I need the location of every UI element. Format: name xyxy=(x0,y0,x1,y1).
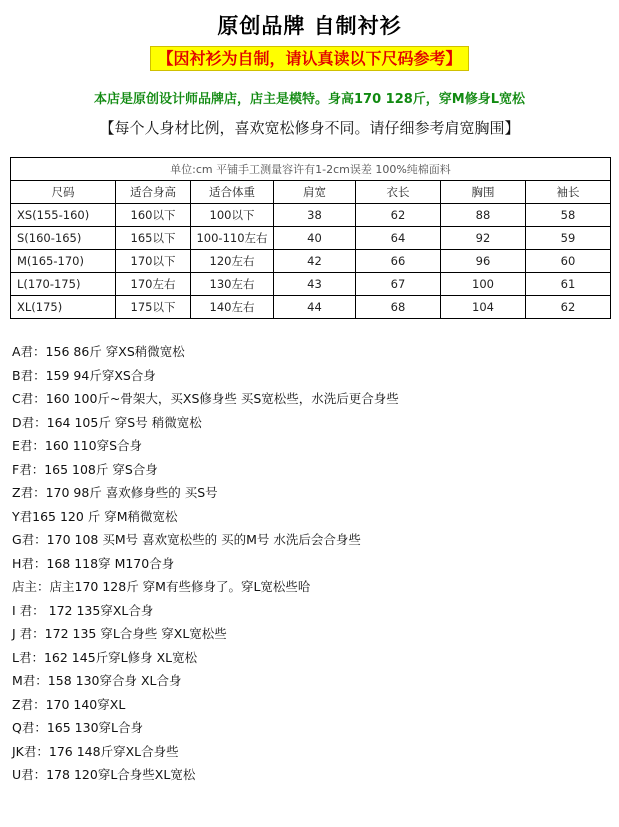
table-row xyxy=(11,250,611,273)
table-cell: 43 xyxy=(274,273,356,296)
feedback-line: H君：168 118穿 M170合身 xyxy=(12,555,175,571)
feedback-line: A君：156 86斤 穿XS稍微宽松 xyxy=(12,344,185,359)
feedback-line: E君：160 110穿S合身 xyxy=(12,438,143,453)
size-cell: XL(175) xyxy=(11,296,116,319)
feedback-line: C君：160 100斤~骨架大，买XS修身些 买S宽松些，水洗后更合身些 xyxy=(12,391,399,406)
table-cell: 42 xyxy=(274,250,356,273)
feedback-line: D君：164 105斤 穿S号 稍微宽松 xyxy=(12,414,202,430)
table-cell: 120左右 xyxy=(191,250,274,273)
table-cell: 58 xyxy=(526,204,611,227)
size-cell: S(160-165) xyxy=(11,227,116,250)
column-header: 适合身高 xyxy=(116,181,191,204)
table-cell: 130左右 xyxy=(191,273,274,296)
table-cell: 100-110左右 xyxy=(191,227,274,250)
feedback-line: Q君：165 130穿L合身 xyxy=(12,720,143,735)
table-cell: 62 xyxy=(356,204,441,227)
model-info: 本店是原创设计师品牌店，店主是模特。身高170 128斤，穿M修身L宽松 xyxy=(93,92,526,107)
table-header-row xyxy=(11,181,611,204)
table-cell: 59 xyxy=(526,227,611,250)
table-cell: 64 xyxy=(356,227,441,250)
table-row xyxy=(11,296,611,319)
table-cell: 170以下 xyxy=(116,250,191,273)
table-cell: 175以下 xyxy=(116,296,191,319)
feedback-line: Z君：170 98斤 喜欢修身些的 买S号 xyxy=(12,485,218,500)
table-row xyxy=(11,227,611,250)
feedback-line: U君：178 120穿L合身些XL宽松 xyxy=(12,767,196,782)
size-notice xyxy=(0,46,619,69)
table-cell: 170左右 xyxy=(116,273,191,296)
customer-feedback-list xyxy=(12,340,612,787)
table-cell: 160以下 xyxy=(116,204,191,227)
table-cell: 40 xyxy=(274,227,356,250)
feedback-line: J 君：172 135 穿L合身些 穿XL宽松些 xyxy=(12,626,227,641)
table-cell: 62 xyxy=(526,296,611,319)
unit-note-row xyxy=(11,158,611,181)
column-header: 肩宽 xyxy=(274,181,356,204)
table-cell: 88 xyxy=(441,204,526,227)
feedback-line: 店主：店主170 128斤 穿M有些修身了。穿L宽松些哈 xyxy=(12,579,311,594)
table-cell: 92 xyxy=(441,227,526,250)
table-cell: 60 xyxy=(526,250,611,273)
table-cell: 100 xyxy=(441,273,526,296)
table-cell: 96 xyxy=(441,250,526,273)
feedback-line: Y君165 120 斤 穿M稍微宽松 xyxy=(12,508,178,524)
feedback-line: M君：158 130穿合身 XL合身 xyxy=(12,673,182,688)
column-header: 尺码 xyxy=(11,181,116,204)
feedback-line: G君：170 108 买M号 喜欢宽松些的 买的M号 水洗后会合身些 xyxy=(12,532,361,547)
unit-note: 单位:cm 平铺手工测量容许有1-2cm误差 100%纯棉面料 xyxy=(11,158,611,181)
table-cell: 38 xyxy=(274,204,356,227)
column-header: 袖长 xyxy=(526,181,611,204)
column-header: 衣长 xyxy=(356,181,441,204)
size-cell: M(165-170) xyxy=(11,250,116,273)
table-cell: 140左右 xyxy=(191,296,274,319)
page-title: 原创品牌 自制衬衫 xyxy=(217,14,402,38)
table-row xyxy=(11,204,611,227)
column-header: 胸围 xyxy=(441,181,526,204)
column-header: 适合体重 xyxy=(191,181,274,204)
size-chart-table xyxy=(10,157,611,319)
size-notice-text: 【因衬衫为自制，请认真读以下尺码参考】 xyxy=(150,46,468,71)
table-cell: 67 xyxy=(356,273,441,296)
size-cell: XS(155-160) xyxy=(11,204,116,227)
feedback-line: Z君：170 140穿XL xyxy=(12,696,126,712)
feedback-line: JK君：176 148斤穿XL合身些 xyxy=(12,743,179,759)
fit-advice: 【每个人身材比例，喜欢宽松修身不同。请仔细参考肩宽胸围】 xyxy=(99,119,520,137)
table-cell: 165以下 xyxy=(116,227,191,250)
feedback-line: L君：162 145斤穿L修身 XL宽松 xyxy=(12,649,198,665)
size-cell: L(170-175) xyxy=(11,273,116,296)
table-row xyxy=(11,273,611,296)
table-cell: 66 xyxy=(356,250,441,273)
table-cell: 104 xyxy=(441,296,526,319)
feedback-line: I 君： 172 135穿XL合身 xyxy=(12,602,154,618)
table-cell: 68 xyxy=(356,296,441,319)
table-cell: 44 xyxy=(274,296,356,319)
feedback-line: F君：165 108斤 穿S合身 xyxy=(12,461,158,477)
table-cell: 61 xyxy=(526,273,611,296)
feedback-line: B君：159 94斤穿XS合身 xyxy=(12,367,156,383)
table-cell: 100以下 xyxy=(191,204,274,227)
